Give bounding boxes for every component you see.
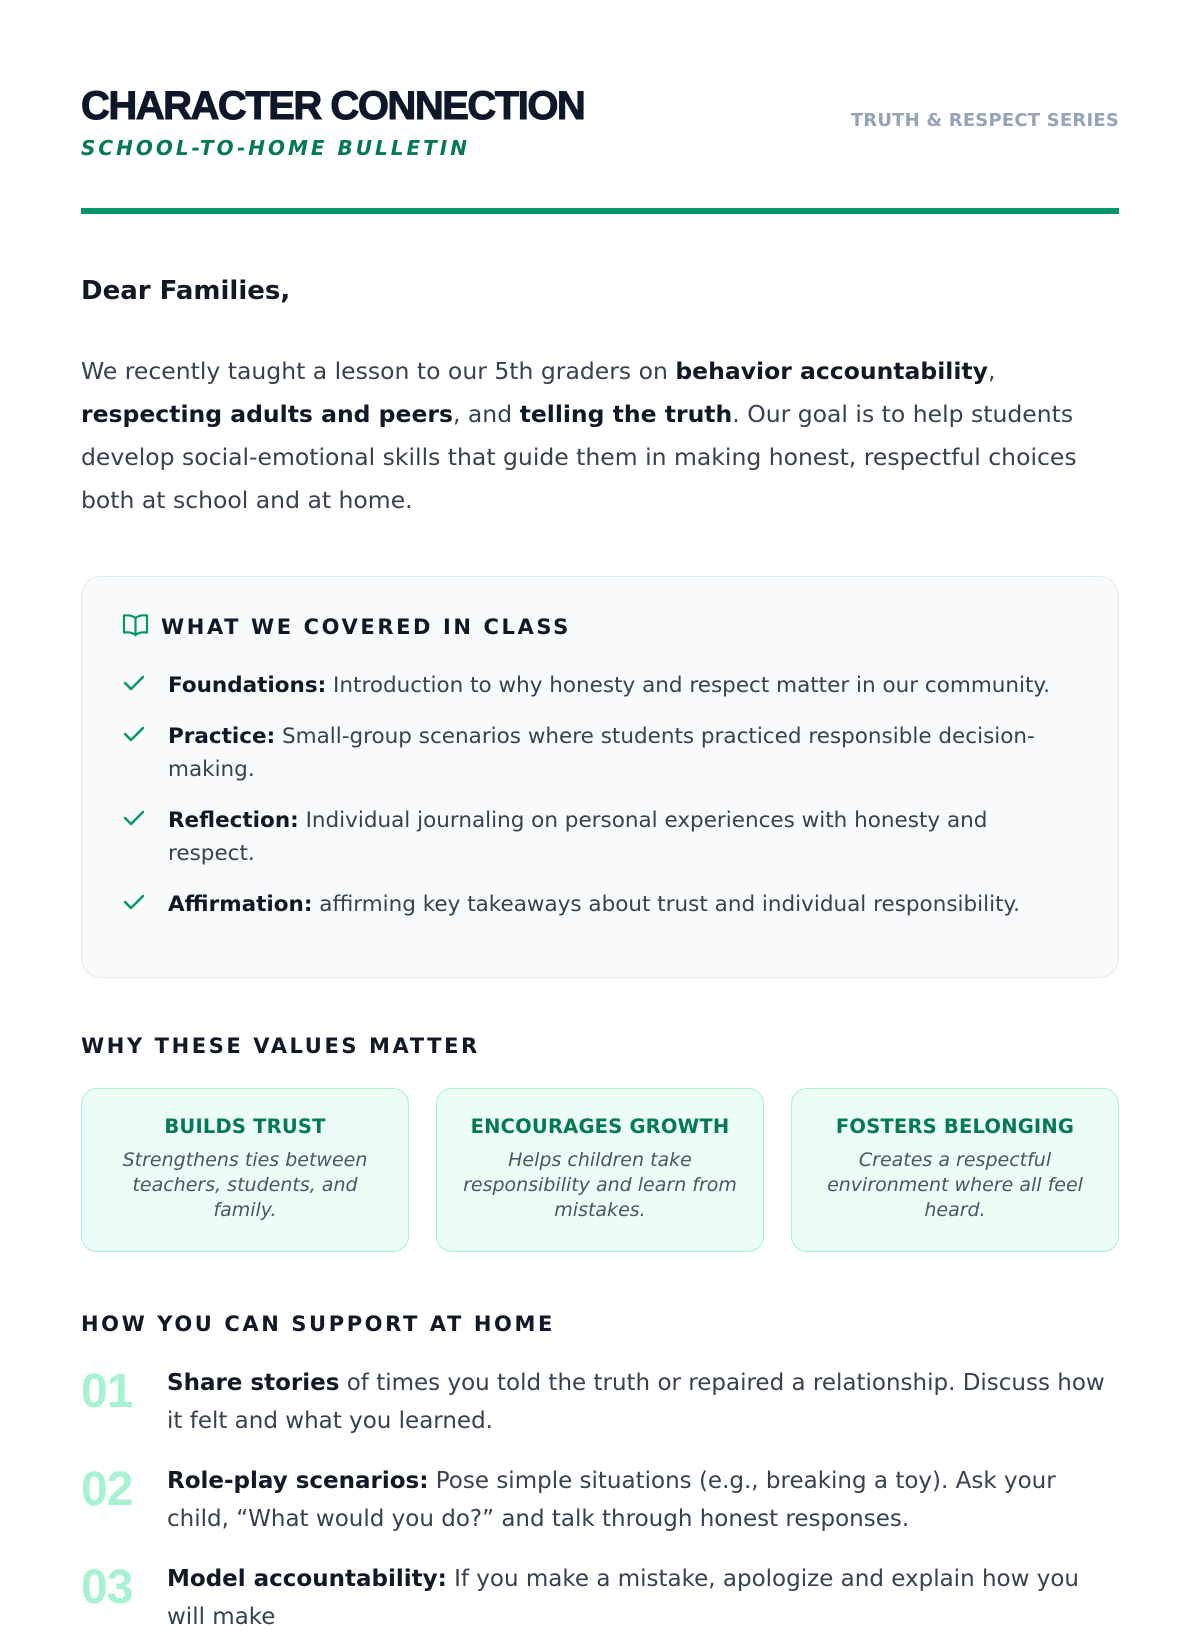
value-card-trust [81,1088,409,1252]
values-title: WHY THESE VALUES MATTER [81,1034,480,1058]
bulletin-header [81,0,1119,214]
support-steps [81,1364,1119,1636]
step-body: of times you told the truth or repaired a relationship. Discuss how it felt and what you learned. [167,1370,1105,1434]
check-icon [122,888,168,916]
support-step [81,1462,1119,1538]
list-item-label: Practice: [168,724,276,749]
list-item [122,804,1078,870]
values-cards [81,1088,1119,1252]
list-item [122,720,1078,786]
value-card-title: ENCOURAGES GROWTH [470,1115,730,1138]
step-text [167,1560,1119,1636]
step-number: 03 [81,1561,133,1614]
covered-list [122,669,1078,921]
list-item-label: Affirmation: [168,892,313,917]
value-card-desc: Creates a respectful environment where all feel heard. [827,1149,1083,1221]
greeting: Dear Families, [81,276,291,306]
series-label: TRUTH & RESPECT SERIES [850,110,1119,131]
list-item-text [168,888,1020,921]
step-body: If you make a mistake, apologize and explain how you will make [167,1566,1079,1630]
intro-bold-2: respecting adults and peers [81,400,453,428]
intro-text-1: We recently taught a lesson to our 5th graders on [81,357,676,385]
intro-bold-3: telling the truth [519,400,733,428]
bulletin-title: CHARACTER CONNECTION [81,84,585,128]
step-number: 02 [81,1463,133,1516]
value-card-desc: Helps children take responsibility and learn from mistakes. [463,1149,737,1221]
value-card-belonging [791,1088,1119,1252]
support-title: HOW YOU CAN SUPPORT AT HOME [81,1312,555,1336]
check-icon [122,720,168,748]
covered-title: WHAT WE COVERED IN CLASS [161,615,571,639]
list-item-body: affirming key takeaways about trust and individual responsibility. [312,892,1020,917]
list-item-body: Small-group scenarios where students practiced responsible decision-making. [168,724,1035,782]
list-item-label: Foundations: [168,673,327,698]
intro-text-2: , [987,357,996,385]
value-card-title: BUILDS TRUST [164,1115,326,1138]
value-card-title: FOSTERS BELONGING [835,1115,1075,1138]
step-text [167,1462,1119,1538]
value-card-desc: Strengthens ties between teachers, students, and family. [122,1149,368,1221]
step-number: 01 [81,1365,133,1418]
step-label: Role-play scenarios: [167,1468,429,1494]
list-item [122,669,1078,702]
intro-paragraph [81,350,1119,522]
step-label: Share stories [167,1370,340,1396]
support-step [81,1560,1119,1636]
list-item-label: Reflection: [168,808,299,833]
open-book-icon [122,613,149,641]
check-icon [122,804,168,832]
intro-bold-1: behavior accountability [675,357,988,385]
intro-text-4: . Our goal is to help students develop social-emotional skills that guide them in making honest, respectful choices both at school and at home. [81,400,1077,514]
list-item-body: Introduction to why honesty and respect matter in our community. [326,673,1050,698]
list-item-text [168,804,1078,870]
list-item-text [168,669,1050,702]
value-card-growth [436,1088,764,1252]
bulletin-subtitle: SCHOOL-TO-HOME BULLETIN [81,136,470,160]
intro-text-3: , and [452,400,520,428]
support-step [81,1364,1119,1440]
list-item-text [168,720,1078,786]
step-label: Model accountability: [167,1566,447,1592]
list-item-body: Individual journaling on personal experiences with honesty and respect. [168,808,988,866]
step-text [167,1364,1119,1440]
check-icon [122,669,168,697]
list-item [122,888,1078,921]
covered-header [122,613,1078,641]
covered-box [81,576,1119,978]
step-body: Pose simple situations (e.g., breaking a toy). Ask your child, “What would you do?” and talk through honest responses. [167,1468,1056,1532]
